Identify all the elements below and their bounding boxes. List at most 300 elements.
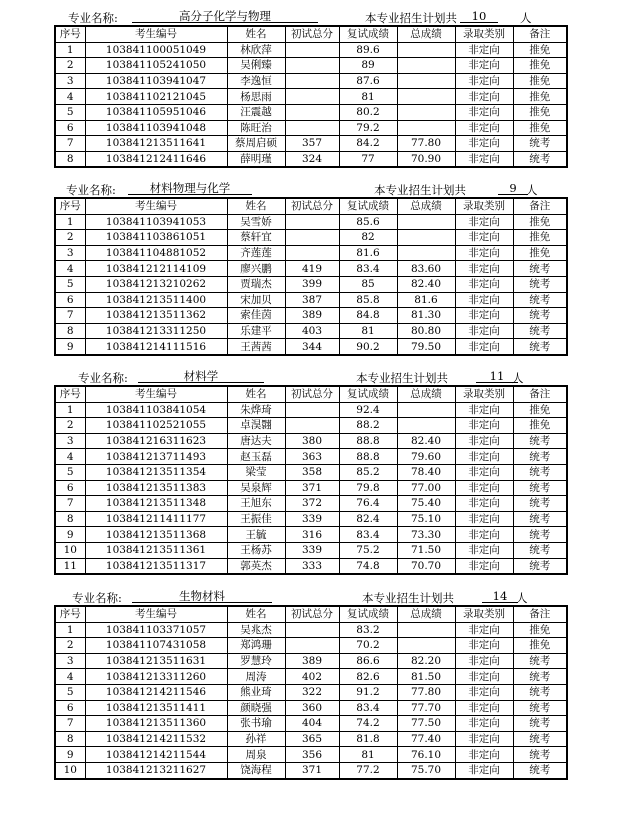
major-label: 专业名称: bbox=[78, 371, 128, 385]
table-cell: 77.2 bbox=[339, 762, 397, 778]
table-cell: 薛明瑾 bbox=[227, 151, 285, 167]
table-cell bbox=[397, 73, 455, 89]
table-cell: 非定向 bbox=[455, 151, 513, 167]
table-cell: 统考 bbox=[513, 716, 567, 732]
table-cell: 103841213511354 bbox=[85, 464, 227, 480]
table-cell: 贾瑞杰 bbox=[227, 276, 285, 292]
table-cell: 103841213511641 bbox=[85, 136, 227, 152]
table-cell: 1 bbox=[55, 402, 85, 418]
table-cell: 82.4 bbox=[339, 511, 397, 527]
plan-label: 本专业招生计划共 bbox=[356, 371, 448, 385]
table-cell: 5 bbox=[55, 276, 85, 292]
table-cell: 322 bbox=[285, 684, 339, 700]
table-cell: 360 bbox=[285, 700, 339, 716]
table-cell: 非定向 bbox=[455, 511, 513, 527]
table-cell: 78.40 bbox=[397, 464, 455, 480]
plan-unit: 人 bbox=[526, 183, 538, 197]
table-cell: 4 bbox=[55, 669, 85, 685]
table-cell: 79.8 bbox=[339, 480, 397, 496]
table-cell: 推免 bbox=[513, 89, 567, 105]
table-cell: 358 bbox=[285, 464, 339, 480]
table-row bbox=[55, 747, 567, 763]
table-cell: 非定向 bbox=[455, 700, 513, 716]
table-row bbox=[55, 230, 567, 246]
table-cell: 103841213511400 bbox=[85, 292, 227, 308]
table-cell: 推免 bbox=[513, 104, 567, 120]
table-cell: 339 bbox=[285, 511, 339, 527]
table-cell: 非定向 bbox=[455, 230, 513, 246]
table-cell: 非定向 bbox=[455, 747, 513, 763]
plan-label: 本专业招生计划共 bbox=[374, 183, 466, 197]
table-cell: 380 bbox=[285, 433, 339, 449]
table-cell: 389 bbox=[285, 653, 339, 669]
table-cell: 103841213511348 bbox=[85, 496, 227, 512]
table-cell: 4 bbox=[55, 449, 85, 465]
table-cell: 1 bbox=[55, 42, 85, 58]
table-cell: 统考 bbox=[513, 136, 567, 152]
admission-table bbox=[54, 385, 568, 575]
table-cell bbox=[397, 89, 455, 105]
table-cell: 吴雪娇 bbox=[227, 214, 285, 230]
section-header bbox=[0, 368, 630, 385]
column-header: 总成绩 bbox=[397, 606, 455, 622]
table-cell: 82.20 bbox=[397, 653, 455, 669]
table-cell: 4 bbox=[55, 261, 85, 277]
table-row bbox=[55, 89, 567, 105]
column-header: 序号 bbox=[55, 606, 85, 622]
table-cell: 84.8 bbox=[339, 308, 397, 324]
table-cell: 统考 bbox=[513, 511, 567, 527]
table-cell: 非定向 bbox=[455, 762, 513, 778]
table-cell: 402 bbox=[285, 669, 339, 685]
table-cell: 89 bbox=[339, 58, 397, 74]
table-cell: 85 bbox=[339, 276, 397, 292]
table-cell: 81.6 bbox=[339, 245, 397, 261]
table-cell: 推免 bbox=[513, 42, 567, 58]
table-cell: 103841105241050 bbox=[85, 58, 227, 74]
table-cell: 77.80 bbox=[397, 136, 455, 152]
section-header bbox=[0, 588, 630, 605]
table-row bbox=[55, 73, 567, 89]
table-cell: 2 bbox=[55, 418, 85, 434]
table-row bbox=[55, 308, 567, 324]
table-cell: 3 bbox=[55, 73, 85, 89]
table-cell: 非定向 bbox=[455, 638, 513, 654]
table-cell: 103841213211627 bbox=[85, 762, 227, 778]
major-name: 材料物理与化学 bbox=[128, 182, 252, 195]
admission-table bbox=[54, 197, 568, 356]
table-row bbox=[55, 480, 567, 496]
table-cell: 非定向 bbox=[455, 402, 513, 418]
table-cell: 11 bbox=[55, 558, 85, 574]
table-cell: 6 bbox=[55, 480, 85, 496]
table-cell bbox=[397, 418, 455, 434]
table-cell: 6 bbox=[55, 700, 85, 716]
table-cell: 316 bbox=[285, 527, 339, 543]
table-cell: 103841212411646 bbox=[85, 151, 227, 167]
column-header: 录取类别 bbox=[455, 386, 513, 402]
table-cell: 非定向 bbox=[455, 89, 513, 105]
table-cell: 356 bbox=[285, 747, 339, 763]
column-header: 备注 bbox=[513, 198, 567, 214]
table-cell: 88.8 bbox=[339, 449, 397, 465]
table-cell: 非定向 bbox=[455, 323, 513, 339]
table-row bbox=[55, 151, 567, 167]
table-cell: 汪震越 bbox=[227, 104, 285, 120]
table-cell: 77.50 bbox=[397, 716, 455, 732]
table-cell: 399 bbox=[285, 276, 339, 292]
table-cell: 103841213511383 bbox=[85, 480, 227, 496]
column-header: 备注 bbox=[513, 26, 567, 42]
table-cell: 统考 bbox=[513, 449, 567, 465]
table-cell: 非定向 bbox=[455, 42, 513, 58]
table-cell: 2 bbox=[55, 638, 85, 654]
table-cell: 统考 bbox=[513, 762, 567, 778]
table-cell bbox=[397, 622, 455, 638]
table-cell: 83.4 bbox=[339, 261, 397, 277]
table-cell: 82.6 bbox=[339, 669, 397, 685]
table-cell: 罗慧玲 bbox=[227, 653, 285, 669]
table-row bbox=[55, 653, 567, 669]
table-cell: 统考 bbox=[513, 292, 567, 308]
table-cell: 8 bbox=[55, 731, 85, 747]
table-cell: 7 bbox=[55, 308, 85, 324]
table-cell: 7 bbox=[55, 716, 85, 732]
table-cell: 非定向 bbox=[455, 653, 513, 669]
table-cell: 83.2 bbox=[339, 622, 397, 638]
table-cell: 齐莲莲 bbox=[227, 245, 285, 261]
table-cell: 103841103941047 bbox=[85, 73, 227, 89]
table-cell: 非定向 bbox=[455, 731, 513, 747]
table-cell: 324 bbox=[285, 151, 339, 167]
column-header: 初试总分 bbox=[285, 386, 339, 402]
table-cell: 103841100051049 bbox=[85, 42, 227, 58]
table-cell: 103841105951046 bbox=[85, 104, 227, 120]
table-cell bbox=[285, 402, 339, 418]
plan-unit: 人 bbox=[512, 371, 524, 385]
table-cell: 70.70 bbox=[397, 558, 455, 574]
table-cell: 统考 bbox=[513, 731, 567, 747]
table-cell: 4 bbox=[55, 89, 85, 105]
table-cell: 75.40 bbox=[397, 496, 455, 512]
table-cell bbox=[285, 245, 339, 261]
table-cell: 103841213711493 bbox=[85, 449, 227, 465]
column-header: 姓名 bbox=[227, 606, 285, 622]
table-cell: 非定向 bbox=[455, 308, 513, 324]
table-cell: 郭英杰 bbox=[227, 558, 285, 574]
table-cell: 非定向 bbox=[455, 449, 513, 465]
table-cell: 404 bbox=[285, 716, 339, 732]
table-cell: 统考 bbox=[513, 669, 567, 685]
table-header-row bbox=[55, 386, 567, 402]
table-cell: 王茜茜 bbox=[227, 339, 285, 355]
table-cell: 419 bbox=[285, 261, 339, 277]
table-cell: 吴兆杰 bbox=[227, 622, 285, 638]
table-cell: 推免 bbox=[513, 73, 567, 89]
table-cell: 乐建平 bbox=[227, 323, 285, 339]
table-row bbox=[55, 104, 567, 120]
table-cell: 103841212114109 bbox=[85, 261, 227, 277]
table-cell: 非定向 bbox=[455, 120, 513, 136]
plan-label: 本专业招生计划共 bbox=[362, 591, 454, 605]
column-header: 初试总分 bbox=[285, 198, 339, 214]
table-cell: 103841211411177 bbox=[85, 511, 227, 527]
table-cell: 非定向 bbox=[455, 214, 513, 230]
table-cell: 8 bbox=[55, 323, 85, 339]
table-cell: 77.70 bbox=[397, 700, 455, 716]
table-row bbox=[55, 684, 567, 700]
table-cell: 李逸恒 bbox=[227, 73, 285, 89]
column-header: 复试成绩 bbox=[339, 386, 397, 402]
table-cell: 杨思雨 bbox=[227, 89, 285, 105]
table-cell: 推免 bbox=[513, 230, 567, 246]
table-cell: 83.4 bbox=[339, 700, 397, 716]
table-cell: 统考 bbox=[513, 339, 567, 355]
column-header: 考生编号 bbox=[85, 198, 227, 214]
table-cell: 79.50 bbox=[397, 339, 455, 355]
table-cell bbox=[285, 622, 339, 638]
column-header: 考生编号 bbox=[85, 386, 227, 402]
table-row bbox=[55, 669, 567, 685]
table-row bbox=[55, 214, 567, 230]
table-cell: 76.4 bbox=[339, 496, 397, 512]
major-name: 生物材料 bbox=[132, 590, 272, 603]
table-cell: 统考 bbox=[513, 684, 567, 700]
table-cell: 9 bbox=[55, 747, 85, 763]
table-row bbox=[55, 449, 567, 465]
table-cell: 82 bbox=[339, 230, 397, 246]
table-cell bbox=[397, 42, 455, 58]
table-cell: 70.2 bbox=[339, 638, 397, 654]
table-row bbox=[55, 418, 567, 434]
table-cell: 403 bbox=[285, 323, 339, 339]
table-cell: 8 bbox=[55, 151, 85, 167]
table-cell: 王毓 bbox=[227, 527, 285, 543]
table-cell: 103841102521055 bbox=[85, 418, 227, 434]
table-row bbox=[55, 511, 567, 527]
table-cell: 371 bbox=[285, 480, 339, 496]
column-header: 备注 bbox=[513, 606, 567, 622]
table-cell: 85.6 bbox=[339, 214, 397, 230]
table-cell: 非定向 bbox=[455, 276, 513, 292]
table-cell: 82.40 bbox=[397, 433, 455, 449]
table-cell: 非定向 bbox=[455, 622, 513, 638]
table-row bbox=[55, 762, 567, 778]
table-row bbox=[55, 42, 567, 58]
table-cell: 推免 bbox=[513, 245, 567, 261]
table-cell bbox=[285, 73, 339, 89]
table-cell: 5 bbox=[55, 104, 85, 120]
table-cell: 344 bbox=[285, 339, 339, 355]
table-cell: 非定向 bbox=[455, 245, 513, 261]
table-cell: 王旭东 bbox=[227, 496, 285, 512]
table-cell bbox=[397, 58, 455, 74]
table-cell: 103841103841054 bbox=[85, 402, 227, 418]
table-cell bbox=[285, 104, 339, 120]
table-row bbox=[55, 136, 567, 152]
table-cell: 饶海程 bbox=[227, 762, 285, 778]
column-header: 姓名 bbox=[227, 386, 285, 402]
table-cell: 非定向 bbox=[455, 339, 513, 355]
table-cell: 周涛 bbox=[227, 669, 285, 685]
table-cell: 蔡轩宜 bbox=[227, 230, 285, 246]
table-cell: 103841213210262 bbox=[85, 276, 227, 292]
table-cell: 76.10 bbox=[397, 747, 455, 763]
table-cell: 81.30 bbox=[397, 308, 455, 324]
table-row bbox=[55, 700, 567, 716]
table-row bbox=[55, 496, 567, 512]
table-cell: 103841213311250 bbox=[85, 323, 227, 339]
table-cell bbox=[285, 89, 339, 105]
table-cell bbox=[285, 120, 339, 136]
table-cell: 79.2 bbox=[339, 120, 397, 136]
table-cell bbox=[285, 42, 339, 58]
column-header: 总成绩 bbox=[397, 386, 455, 402]
table-cell: 357 bbox=[285, 136, 339, 152]
table-cell: 103841216311623 bbox=[85, 433, 227, 449]
table-cell: 9 bbox=[55, 339, 85, 355]
table-cell: 81.50 bbox=[397, 669, 455, 685]
column-header: 姓名 bbox=[227, 198, 285, 214]
table-cell: 77.00 bbox=[397, 480, 455, 496]
column-header: 序号 bbox=[55, 386, 85, 402]
table-cell: 张书瑜 bbox=[227, 716, 285, 732]
table-cell: 103841103371057 bbox=[85, 622, 227, 638]
table-cell: 非定向 bbox=[455, 433, 513, 449]
table-cell: 统考 bbox=[513, 261, 567, 277]
table-cell: 81 bbox=[339, 89, 397, 105]
table-cell: 7 bbox=[55, 136, 85, 152]
table-cell: 孙祥 bbox=[227, 731, 285, 747]
table-cell: 90.2 bbox=[339, 339, 397, 355]
table-cell: 6 bbox=[55, 292, 85, 308]
table-cell: 70.90 bbox=[397, 151, 455, 167]
table-cell: 85.8 bbox=[339, 292, 397, 308]
table-cell: 363 bbox=[285, 449, 339, 465]
table-cell: 371 bbox=[285, 762, 339, 778]
table-cell: 79.60 bbox=[397, 449, 455, 465]
table-cell: 77 bbox=[339, 151, 397, 167]
plan-unit: 人 bbox=[516, 591, 528, 605]
table-cell: 339 bbox=[285, 542, 339, 558]
plan-count: 11 bbox=[476, 370, 518, 383]
table-cell: 非定向 bbox=[455, 480, 513, 496]
plan-label: 本专业招生计划共 bbox=[365, 11, 457, 25]
table-cell: 77.80 bbox=[397, 684, 455, 700]
table-cell: 103841214211546 bbox=[85, 684, 227, 700]
table-cell: 81 bbox=[339, 323, 397, 339]
table-cell: 推免 bbox=[513, 58, 567, 74]
plan-count: 10 bbox=[460, 10, 498, 23]
table-cell: 非定向 bbox=[455, 292, 513, 308]
table-cell: 统考 bbox=[513, 323, 567, 339]
table-cell: 非定向 bbox=[455, 464, 513, 480]
table-cell: 梁莹 bbox=[227, 464, 285, 480]
table-cell: 3 bbox=[55, 653, 85, 669]
table-cell: 74.2 bbox=[339, 716, 397, 732]
column-header: 总成绩 bbox=[397, 26, 455, 42]
table-cell: 103841213511368 bbox=[85, 527, 227, 543]
table-cell bbox=[397, 214, 455, 230]
column-header: 录取类别 bbox=[455, 26, 513, 42]
table-cell: 10 bbox=[55, 762, 85, 778]
table-cell: 103841214211532 bbox=[85, 731, 227, 747]
table-cell: 103841213511631 bbox=[85, 653, 227, 669]
table-cell: 86.6 bbox=[339, 653, 397, 669]
table-cell: 6 bbox=[55, 120, 85, 136]
column-header: 序号 bbox=[55, 198, 85, 214]
table-cell: 非定向 bbox=[455, 496, 513, 512]
table-cell bbox=[285, 58, 339, 74]
table-cell: 统考 bbox=[513, 496, 567, 512]
major-name: 高分子化学与物理 bbox=[132, 10, 318, 23]
table-cell: 75.10 bbox=[397, 511, 455, 527]
major-label: 专业名称: bbox=[72, 591, 122, 605]
table-cell: 赵玉磊 bbox=[227, 449, 285, 465]
major-section bbox=[0, 588, 630, 777]
table-cell: 103841102121045 bbox=[85, 89, 227, 105]
table-cell: 熊业琦 bbox=[227, 684, 285, 700]
table-cell: 85.2 bbox=[339, 464, 397, 480]
table-cell: 王振佳 bbox=[227, 511, 285, 527]
table-row bbox=[55, 716, 567, 732]
table-cell: 74.8 bbox=[339, 558, 397, 574]
table-cell: 89.6 bbox=[339, 42, 397, 58]
table-cell: 103841103941053 bbox=[85, 214, 227, 230]
table-cell: 2 bbox=[55, 230, 85, 246]
table-row bbox=[55, 276, 567, 292]
table-cell: 103841214211544 bbox=[85, 747, 227, 763]
table-cell: 103841213511317 bbox=[85, 558, 227, 574]
table-cell: 统考 bbox=[513, 433, 567, 449]
table-cell: 5 bbox=[55, 464, 85, 480]
table-cell: 推免 bbox=[513, 638, 567, 654]
table-cell: 103841104881052 bbox=[85, 245, 227, 261]
table-cell: 非定向 bbox=[455, 716, 513, 732]
table-row bbox=[55, 542, 567, 558]
table-cell bbox=[397, 120, 455, 136]
table-cell: 索佳茵 bbox=[227, 308, 285, 324]
column-header: 序号 bbox=[55, 26, 85, 42]
table-cell: 推免 bbox=[513, 622, 567, 638]
table-cell: 365 bbox=[285, 731, 339, 747]
table-row bbox=[55, 292, 567, 308]
table-cell: 统考 bbox=[513, 276, 567, 292]
column-header: 复试成绩 bbox=[339, 606, 397, 622]
table-cell: 统考 bbox=[513, 464, 567, 480]
major-section bbox=[0, 180, 630, 353]
table-cell: 80.2 bbox=[339, 104, 397, 120]
table-cell: 71.50 bbox=[397, 542, 455, 558]
table-cell: 103841213511362 bbox=[85, 308, 227, 324]
table-cell: 88.8 bbox=[339, 433, 397, 449]
table-cell: 非定向 bbox=[455, 669, 513, 685]
column-header: 复试成绩 bbox=[339, 26, 397, 42]
table-cell: 非定向 bbox=[455, 73, 513, 89]
table-row bbox=[55, 402, 567, 418]
table-cell: 蔡周启硕 bbox=[227, 136, 285, 152]
table-cell bbox=[397, 230, 455, 246]
table-row bbox=[55, 464, 567, 480]
table-cell: 宋加贝 bbox=[227, 292, 285, 308]
table-cell: 非定向 bbox=[455, 136, 513, 152]
table-cell: 非定向 bbox=[455, 527, 513, 543]
table-cell: 陈旺治 bbox=[227, 120, 285, 136]
table-cell: 83.60 bbox=[397, 261, 455, 277]
major-section bbox=[0, 8, 630, 166]
table-cell: 统考 bbox=[513, 747, 567, 763]
table-cell bbox=[397, 104, 455, 120]
